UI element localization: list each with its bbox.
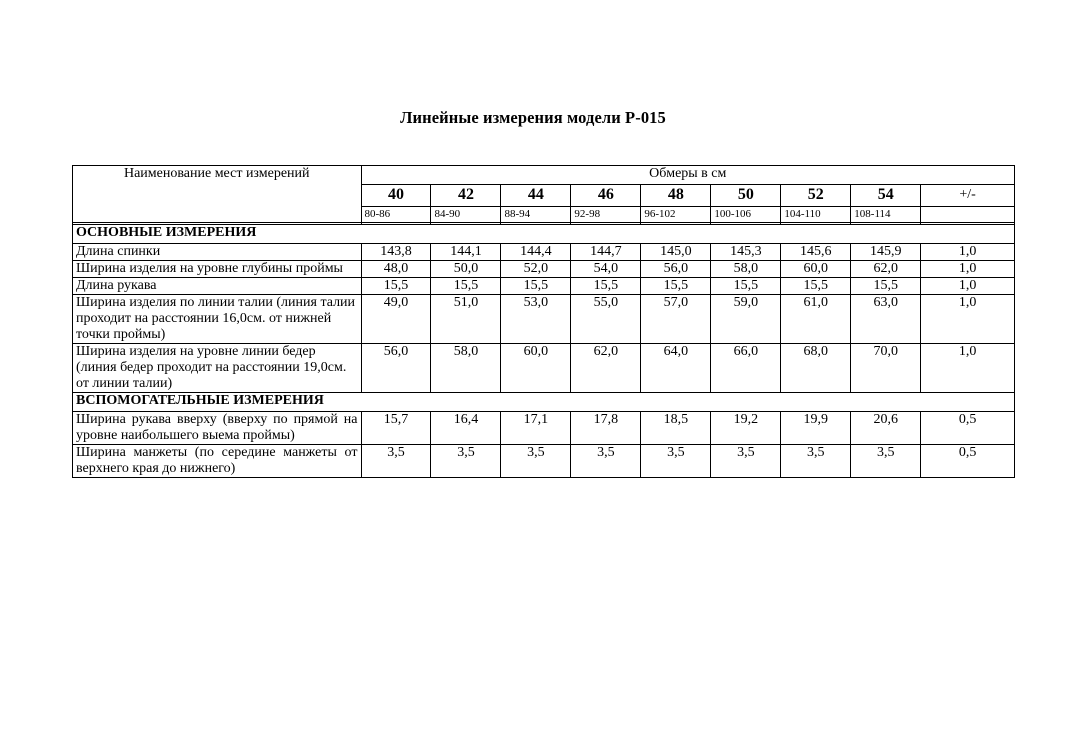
tolerance-header: +/-	[921, 185, 1015, 207]
value-cell: 19,9	[781, 412, 851, 445]
value-cell: 143,8	[361, 244, 431, 261]
header-measures-cell: Обмеры в см	[361, 166, 1015, 185]
value-cell: 3,5	[431, 445, 501, 478]
section-row-aux	[73, 393, 1015, 412]
size-header: 42	[431, 185, 501, 207]
size-header: 40	[361, 185, 431, 207]
value-cell: 49,0	[361, 295, 431, 344]
value-cell: 144,4	[501, 244, 571, 261]
value-cell: 144,7	[571, 244, 641, 261]
tolerance-cell: 1,0	[921, 295, 1015, 344]
value-cell: 62,0	[571, 344, 641, 393]
document-title: Линейные измерения модели Р-015	[400, 108, 666, 127]
value-cell: 3,5	[851, 445, 921, 478]
value-cell: 60,0	[781, 261, 851, 278]
value-cell: 56,0	[361, 344, 431, 393]
row-label: Ширина изделия на уровне линии бедер (линия бедер проходит на расстоянии 19,0см. от линии талии)	[73, 344, 362, 393]
value-cell: 15,5	[641, 278, 711, 295]
value-cell: 3,5	[501, 445, 571, 478]
value-cell: 61,0	[781, 295, 851, 344]
value-cell: 62,0	[851, 261, 921, 278]
value-cell: 3,5	[781, 445, 851, 478]
measurements-table	[72, 165, 1015, 478]
range-header: 88-94	[501, 207, 571, 223]
row-label: Ширина рукава вверху (вверху по прямой на уровне наибольшего выема проймы)	[73, 412, 362, 445]
value-cell: 50,0	[431, 261, 501, 278]
value-cell: 17,8	[571, 412, 641, 445]
value-cell: 55,0	[571, 295, 641, 344]
value-cell: 15,5	[711, 278, 781, 295]
section-title-main: ОСНОВНЫЕ ИЗМЕРЕНИЯ	[73, 225, 1015, 244]
value-cell: 60,0	[501, 344, 571, 393]
row-label: Ширина манжеты (по середине манжеты от верхнего края до нижнего)	[73, 445, 362, 478]
table-body	[73, 166, 1015, 478]
value-cell: 19,2	[711, 412, 781, 445]
table-row	[73, 412, 1015, 445]
tolerance-cell: 1,0	[921, 261, 1015, 278]
table-row	[73, 295, 1015, 344]
tolerance-cell: 0,5	[921, 445, 1015, 478]
table-row	[73, 261, 1015, 278]
value-cell: 53,0	[501, 295, 571, 344]
value-cell: 66,0	[711, 344, 781, 393]
value-cell: 3,5	[711, 445, 781, 478]
range-header-blank	[921, 207, 1015, 223]
value-cell: 57,0	[641, 295, 711, 344]
size-header: 48	[641, 185, 711, 207]
value-cell: 20,6	[851, 412, 921, 445]
row-label: Ширина изделия по линии талии (линия талии проходит на расстоянии 16,0см. от нижней точки проймы)	[73, 295, 362, 344]
value-cell: 15,5	[361, 278, 431, 295]
header-name-cell: Наименование мест измерений	[73, 166, 362, 223]
size-header: 46	[571, 185, 641, 207]
value-cell: 15,5	[851, 278, 921, 295]
value-cell: 54,0	[571, 261, 641, 278]
value-cell: 52,0	[501, 261, 571, 278]
size-header: 52	[781, 185, 851, 207]
value-cell: 64,0	[641, 344, 711, 393]
table-row	[73, 244, 1015, 261]
row-label: Ширина изделия на уровне глубины проймы	[73, 261, 362, 278]
value-cell: 16,4	[431, 412, 501, 445]
section-row-main	[73, 225, 1015, 244]
value-cell: 144,1	[431, 244, 501, 261]
value-cell: 15,5	[781, 278, 851, 295]
value-cell: 68,0	[781, 344, 851, 393]
value-cell: 15,5	[431, 278, 501, 295]
value-cell: 145,6	[781, 244, 851, 261]
range-header: 104-110	[781, 207, 851, 223]
value-cell: 3,5	[641, 445, 711, 478]
value-cell: 17,1	[501, 412, 571, 445]
value-cell: 3,5	[361, 445, 431, 478]
value-cell: 56,0	[641, 261, 711, 278]
value-cell: 63,0	[851, 295, 921, 344]
range-header: 108-114	[851, 207, 921, 223]
value-cell: 15,5	[501, 278, 571, 295]
size-header: 54	[851, 185, 921, 207]
value-cell: 145,9	[851, 244, 921, 261]
value-cell: 59,0	[711, 295, 781, 344]
value-cell: 51,0	[431, 295, 501, 344]
table-row	[73, 445, 1015, 478]
section-title-aux: ВСПОМОГАТЕЛЬНЫЕ ИЗМЕРЕНИЯ	[73, 393, 1015, 412]
value-cell: 18,5	[641, 412, 711, 445]
value-cell: 48,0	[361, 261, 431, 278]
range-header: 92-98	[571, 207, 641, 223]
tolerance-cell: 1,0	[921, 344, 1015, 393]
size-header: 44	[501, 185, 571, 207]
size-header: 50	[711, 185, 781, 207]
tolerance-cell: 0,5	[921, 412, 1015, 445]
value-cell: 70,0	[851, 344, 921, 393]
value-cell: 3,5	[571, 445, 641, 478]
range-header: 96-102	[641, 207, 711, 223]
table-row	[73, 278, 1015, 295]
value-cell: 15,7	[361, 412, 431, 445]
value-cell: 58,0	[431, 344, 501, 393]
range-header: 84-90	[431, 207, 501, 223]
table-row	[73, 344, 1015, 393]
range-header: 80-86	[361, 207, 431, 223]
header-row-top	[73, 166, 1015, 185]
tolerance-cell: 1,0	[921, 278, 1015, 295]
value-cell: 145,3	[711, 244, 781, 261]
row-label: Длина рукава	[73, 278, 362, 295]
value-cell: 145,0	[641, 244, 711, 261]
range-header: 100-106	[711, 207, 781, 223]
value-cell: 58,0	[711, 261, 781, 278]
row-label: Длина спинки	[73, 244, 362, 261]
value-cell: 15,5	[571, 278, 641, 295]
tolerance-cell: 1,0	[921, 244, 1015, 261]
